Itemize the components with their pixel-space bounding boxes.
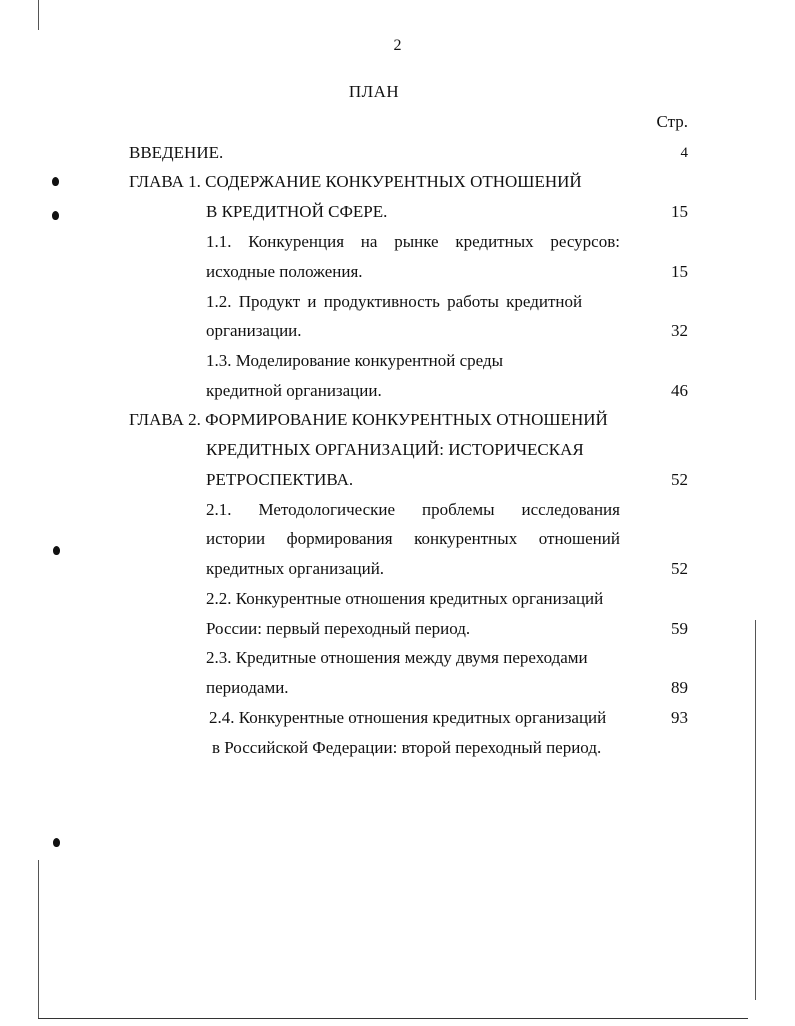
toc-chapter-1-title-cont: В КРЕДИТНОЙ СФЕРЕ.: [206, 202, 388, 221]
toc-page-1-1: 15: [671, 262, 688, 281]
toc-section-2-4: 2.4. Конкурентные отношения кредитных организаций: [209, 708, 607, 727]
toc-section-1-1: 1.1. Конкуренция на рынке кредитных ресурсов:: [206, 232, 620, 251]
toc-section-2-1-cont: истории формирования конкурентных отношений: [206, 529, 620, 548]
toc-page-intro: 4: [680, 145, 688, 161]
toc-page-ch2: 52: [671, 470, 688, 489]
binding-hole-mark: [53, 546, 60, 555]
binding-hole-mark: [52, 177, 59, 186]
toc-section-2-3: 2.3. Кредитные отношения между двумя переходами: [206, 648, 588, 667]
binding-hole-mark: [53, 838, 60, 847]
toc-chapter-2-title-cont2: РЕТРОСПЕКТИВА.: [206, 470, 354, 489]
toc-section-2-3-cont: периодами.: [206, 678, 289, 697]
toc-page-2-3: 89: [671, 678, 688, 697]
toc-chapter-2-title: ГЛАВА 2. ФОРМИРОВАНИЕ КОНКУРЕНТНЫХ ОТНОШЕНИЙ: [129, 410, 608, 429]
toc-page-1-3: 46: [671, 381, 688, 400]
scan-edge-bottom: [38, 1018, 748, 1019]
toc-section-2-1: 2.1. Методологические проблемы исследования: [206, 500, 620, 519]
page-title: ПЛАН: [348, 82, 400, 101]
scan-edge-left: [38, 860, 39, 1018]
toc-chapter-1-title: ГЛАВА 1. СОДЕРЖАНИЕ КОНКУРЕНТНЫХ ОТНОШЕНИЙ: [129, 172, 582, 191]
toc-entry-intro: ВВЕДЕНИЕ.: [129, 143, 224, 162]
toc-section-1-2-cont: организации.: [206, 321, 302, 340]
toc-page-2-4: 93: [671, 708, 688, 727]
toc-section-1-1-cont: исходные положения.: [206, 262, 363, 281]
scan-edge-left-top: [38, 0, 39, 30]
toc-section-1-3-cont: кредитной организации.: [206, 381, 382, 400]
toc-page-ch1: 15: [671, 202, 688, 221]
toc-page-2-1: 52: [671, 559, 688, 578]
toc-section-2-2-cont: России: первый переходный период.: [206, 619, 471, 638]
toc-section-1-3: 1.3. Моделирование конкурентной среды: [206, 351, 504, 370]
toc-section-2-1-cont2: кредитных организаций.: [206, 559, 385, 578]
toc-section-2-2: 2.2. Конкурентные отношения кредитных организаций: [206, 589, 604, 608]
toc-page-1-2: 32: [671, 321, 688, 340]
page-number: 2: [393, 37, 402, 54]
toc-section-2-4-cont: в Российской Федерации: второй переходный период.: [212, 738, 602, 757]
page-column-header: Стр.: [656, 112, 688, 131]
toc-chapter-2-title-cont: КРЕДИТНЫХ ОРГАНИЗАЦИЙ: ИСТОРИЧЕСКАЯ: [206, 440, 584, 459]
binding-hole-mark: [52, 211, 59, 220]
toc-section-1-2: 1.2. Продукт и продуктивность работы кредитной: [206, 292, 583, 311]
scan-edge-right: [755, 620, 756, 1000]
toc-page-2-2: 59: [671, 619, 688, 638]
